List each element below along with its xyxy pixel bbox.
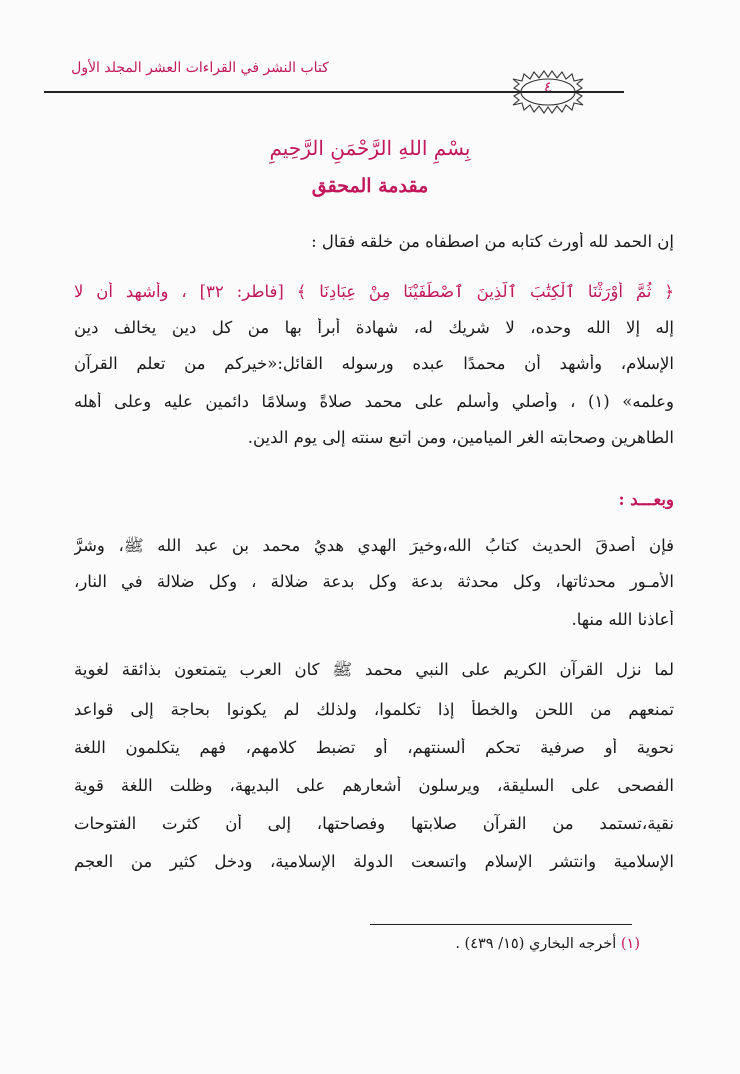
subheading: وبعـــد : — [618, 490, 674, 509]
footnote-divider — [370, 924, 632, 925]
body-line: الأمـور محدثاتها، وكل محدثة بدعة وكل بدعة ضلالة ، وكل ضلالة في النار، — [74, 572, 674, 591]
body-line: إن الحمد لله أورث كتابه من اصطفاه من خلقه فقال : — [311, 232, 674, 251]
body-line: الإسلام، وأشهد أن محمدًا عبده ورسوله القائل:«خيركم من تعلم القرآن — [74, 354, 674, 373]
body-line: نقية،تستمد من القرآن صلابتها وفصاحتها، إلى أن كثرت الفتوحات — [74, 814, 674, 833]
body-line: الفصحى على السليقة، ويرسلون أشعارهم على البديهة، وظلت اللغة قوية — [74, 776, 674, 795]
footnote — [360, 936, 640, 952]
basmala: بِسْمِ اللهِ الرَّحْمَنِ الرَّحِيمِ — [269, 136, 471, 160]
body-line: أعاذنا الله منها. — [571, 610, 674, 629]
body-line: الإسلامية وانتشر الإسلام واتسعت الدولة الإسلامية، ودخل كثير من العجم — [74, 852, 674, 871]
running-header-title: كتاب النشر في القراءات العشر المجلد الأول — [71, 60, 329, 76]
body-line: إله إلا الله وحده، لا شريك له، شهادة أبرأ بها من كل دين يخالف دين — [74, 318, 674, 337]
body-line: لما نزل القرآن الكريم على النبي محمد ﷺ كان العرب يتمتعون بذائقة لغوية — [74, 660, 674, 679]
body-line: الطاهرين وصحابته الغر الميامين، ومن اتبع سنته إلى يوم الدين. — [247, 428, 674, 447]
body-line: وعلمه» (١) ، وأصلي وأسلم على محمد صلاةً وسلامًا دائمين عليه وعلى أهله — [74, 392, 674, 411]
page-number: ٤ — [543, 78, 553, 96]
body-line: تمنعهم من اللحن والخطأ إذا تكلموا، ولذلك لم يكونوا بحاجة إلى قواعد — [74, 700, 674, 719]
quran-verse-line: ﴿ ثُمَّ أَوْرَثْنَا ٱلْكِتَٰبَ ٱلَّذِينَ ٱصْطَفَيْنَا مِنْ عِبَادِنَا ﴾ [فاطر: ٣٢] ، وأشهد أن لا — [74, 282, 674, 301]
header-divider — [44, 91, 624, 93]
body-line: نحوية أو صرفية تحكم ألسنتهم، أو تضبط كلامهم، فهم يتكلمون اللغة — [74, 738, 674, 757]
section-title: مقدمة المحقق — [311, 175, 429, 197]
footnote-text: أخرجه البخاري (١٥/ ٤٣٩) . — [455, 936, 617, 952]
body-line: فإن أصدقَ الحديث كتابُ الله،وخيرَ الهدي هديُ محمد بن عبد الله ﷺ، وشرَّ — [74, 536, 674, 555]
footnote-marker: (١) — [620, 936, 640, 952]
